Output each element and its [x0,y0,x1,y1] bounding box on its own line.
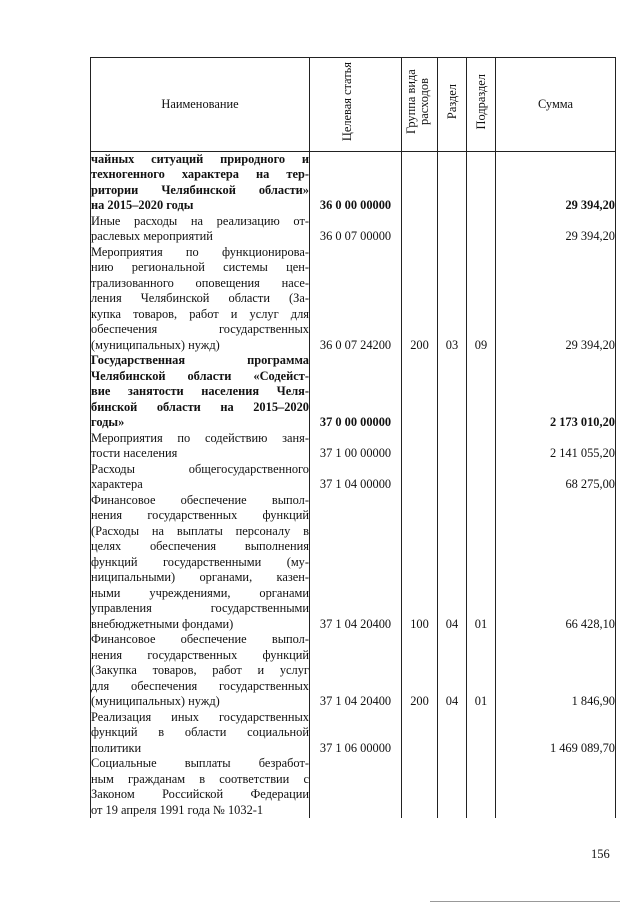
row-group: 200 [402,632,438,710]
row-name [91,462,310,493]
row-group [402,151,438,214]
row-target: 37 1 06 00000 [310,710,402,757]
row-name-line: раслевых мероприятий [91,229,213,243]
row-name-line: Законом Российской Федерации [91,787,309,801]
row-sum [496,756,616,818]
row-group [402,214,438,245]
row-name [91,151,310,214]
row-name-line: ными учреждениями, органами [91,585,309,600]
header-group: Группа вида расходов [402,58,438,152]
row-name-line: трализованного оповещения насе- [91,275,309,290]
row-name-line: нения государственных функций [91,508,309,522]
row-section [438,431,467,462]
budget-table [90,57,616,818]
header-target: Целевая статья [310,58,402,152]
header-name: Наименование [91,58,310,152]
row-name-line: функций в области социальной [91,725,309,739]
table-header-row [91,58,616,152]
row-target: 36 0 00 00000 [310,151,402,214]
table-row [91,710,616,757]
row-subsection: 01 [467,632,496,710]
table-row [91,214,616,245]
row-name-line: (Закупка товаров, работ и услуг [91,663,309,677]
row-sum: 1 469 089,70 [496,710,616,757]
row-name [91,245,310,354]
row-sum: 68 275,00 [496,462,616,493]
header-subsection: Подраздел [467,58,496,152]
row-group [402,710,438,757]
table-row [91,353,616,431]
footer-rule [430,901,620,902]
row-name [91,493,310,633]
row-name [91,431,310,462]
row-name [91,214,310,245]
row-target: 36 0 07 24200 [310,245,402,354]
row-name-line: Расходы общегосударственного [91,461,309,476]
table-body [91,151,616,818]
row-sum: 1 846,90 [496,632,616,710]
row-target: 37 1 04 00000 [310,462,402,493]
row-name-line: управления государственными [91,601,309,615]
row-section [438,151,467,214]
row-name-line: Иные расходы на реализацию от- [91,213,309,228]
row-name-line: на 2015–2020 годы [91,198,194,212]
row-name-line: Реализация иных государственных [91,709,309,724]
row-subsection: 09 [467,245,496,354]
row-group: 100 [402,493,438,633]
row-name [91,632,310,710]
row-section: 03 [438,245,467,354]
row-subsection: 01 [467,493,496,633]
row-name-line: вие занятости населения Челя- [91,384,309,398]
row-name-line: нию региональной системы цен- [91,260,309,274]
row-name-line: (Расходы на выплаты персоналу в [91,523,309,538]
row-target: 37 1 00 00000 [310,431,402,462]
row-name-line: политики [91,740,142,755]
row-subsection [467,151,496,214]
row-target: 37 1 04 20400 [310,632,402,710]
row-name-line: характера [91,477,143,491]
table-row [91,462,616,493]
table-row [91,151,616,214]
row-group [402,462,438,493]
row-name-line: Социальные выплаты безработ- [91,756,309,770]
row-subsection [467,710,496,757]
row-section [438,214,467,245]
row-name-line: бинской области на 2015–2020 [91,399,309,414]
row-section [438,756,467,818]
row-name [91,756,310,818]
row-group: 200 [402,245,438,354]
row-sum: 29 394,20 [496,151,616,214]
row-subsection [467,462,496,493]
row-name-line: техногенного характера на тер- [91,167,309,181]
row-name-line: нения государственных функций [91,647,309,662]
page-number: 156 [591,847,610,861]
table-row [91,493,616,633]
row-name-line: от 19 апреля 1991 года № 1032-1 [91,802,264,817]
row-name-line: Челябинской области «Содейст- [91,368,309,383]
row-name-line: Мероприятия по содействию заня- [91,430,309,445]
row-subsection [467,756,496,818]
row-target: 37 0 00 00000 [310,353,402,431]
row-name-line: ным гражданам в соответствии с [91,771,309,786]
table-row [91,756,616,818]
row-name-line: Мероприятия по функционирова- [91,244,309,259]
row-target: 37 1 04 20400 [310,493,402,633]
row-name-line: (муниципальных) нужд) [91,694,220,708]
row-name-line: Финансовое обеспечение выпол- [91,632,309,646]
row-target [310,756,402,818]
row-name [91,710,310,757]
row-name-line: годы» [91,415,125,429]
row-name-line: для обеспечения государственных [91,678,309,693]
row-name-line: чайных ситуаций природного и [91,151,309,166]
row-target: 36 0 07 00000 [310,214,402,245]
row-name-line: ниципальными) органами, казен- [91,570,309,584]
row-sum: 2 141 055,20 [496,431,616,462]
row-group [402,353,438,431]
row-section [438,462,467,493]
row-name-line: ления Челябинской области (За- [91,291,309,305]
row-name-line: ритории Челябинской области» [91,182,309,197]
table-row [91,245,616,354]
row-sum: 2 173 010,20 [496,353,616,431]
row-name-line: Финансовое обеспечение выпол- [91,492,309,507]
table-row [91,431,616,462]
table-row [91,632,616,710]
row-section [438,710,467,757]
row-subsection [467,214,496,245]
row-name-line: Государственная программа [91,353,309,367]
row-subsection [467,353,496,431]
row-sum: 66 428,10 [496,493,616,633]
row-name-line: тости населения [91,446,178,460]
row-name-line: купка товаров, работ и услуг для [91,306,309,321]
header-sum: Сумма [496,58,616,152]
row-name-line: (муниципальных) нужд) [91,337,220,352]
row-name-line: внебюджетными фондами) [91,616,234,631]
row-section: 04 [438,493,467,633]
header-section: Раздел [438,58,467,152]
row-subsection [467,431,496,462]
row-section [438,353,467,431]
row-sum: 29 394,20 [496,245,616,354]
row-name [91,353,310,431]
row-sum: 29 394,20 [496,214,616,245]
row-group [402,431,438,462]
row-section: 04 [438,632,467,710]
row-group [402,756,438,818]
row-name-line: функций государственными (му- [91,554,309,569]
row-name-line: обеспечения государственных [91,322,309,336]
row-name-line: целях обеспечения выполнения [91,539,309,553]
